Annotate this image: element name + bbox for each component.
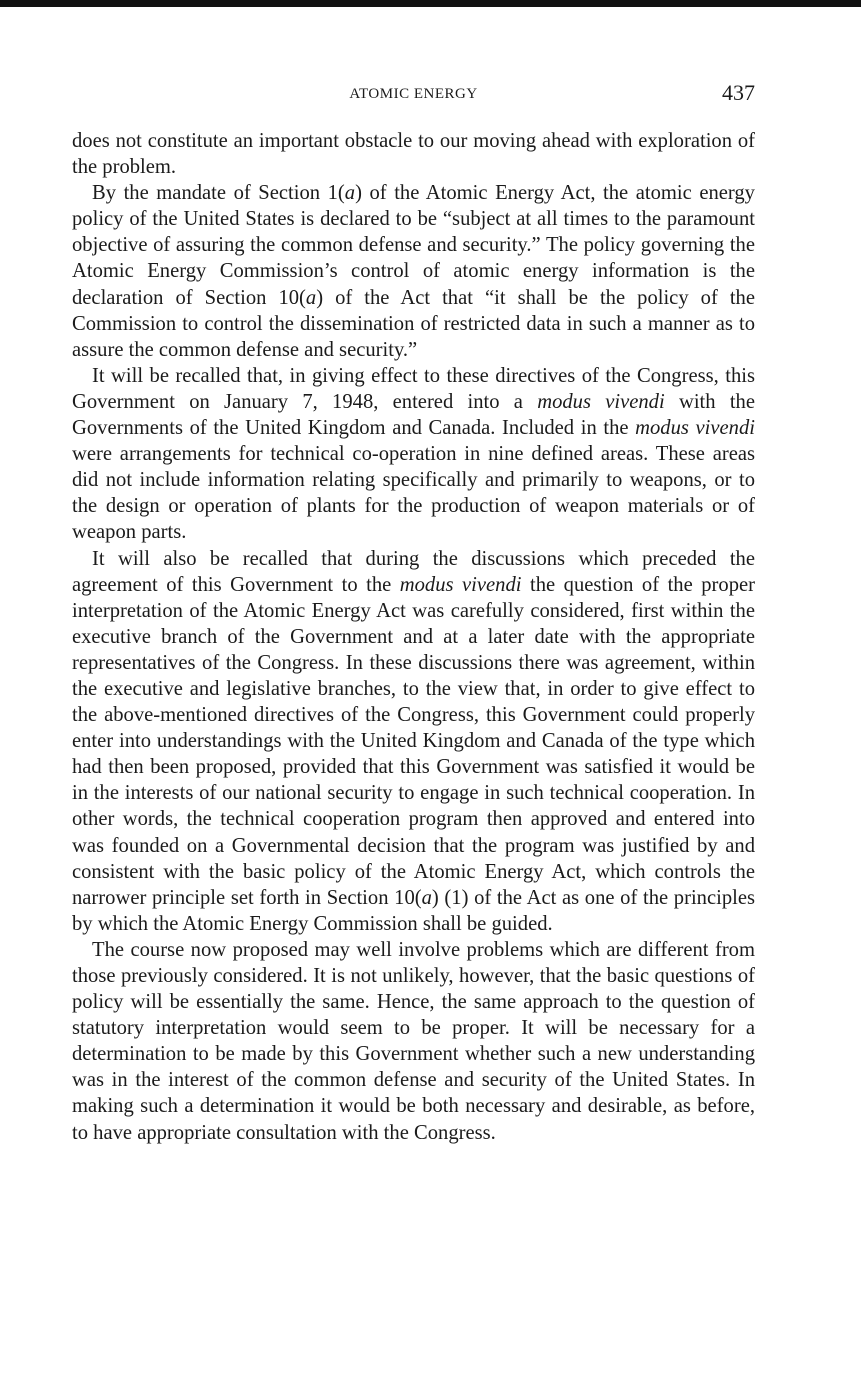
page-number: 437 bbox=[722, 80, 755, 105]
paragraph-2-italic: a bbox=[344, 182, 356, 205]
paragraph-1-text: does not constitute an important obstacle to our moving ahead with exploration of the problem. bbox=[72, 130, 755, 179]
body-text bbox=[72, 128, 755, 1146]
paragraph-5-text: The course now proposed may well involve problems which are different from those previously considered. It is not unlikely, however, that the basic questions of policy will be essentially the same. Hence, the same approach to the question of statutory interpretation would seem to be proper. It will be necessary for a determination to be made by this Government whether such a new understanding was in the interest of the common defense and security of the United States. In making such a determination it would be both necessary and desirable, as before, to have appropriate consultation with the Congress. bbox=[72, 938, 755, 1144]
paragraph-3-italic: modus vivendi bbox=[635, 417, 755, 440]
paragraph-2-text: By the mandate of Section 1( bbox=[92, 182, 345, 205]
paragraph-4-italic: a bbox=[421, 886, 432, 909]
paragraph-3-italic: modus vivendi bbox=[537, 390, 665, 413]
paragraph-4-text: the question of the proper interpretation of the Atomic Energy Act was carefully considered, first within the executive branch of the Government and at a later date with the appropriate representatives of the Congress. In these discussions there was agreement, within the executive and legislative branches, to the view that, in order to give effect to the above-mentioned directives of the Congress, this Government could properly enter into understandings with the United Kingdom and Canada of the type which had then been proposed, provided that this Government was satisfied it would be in the interests of our national security to engage in such technical cooperation. In other words, the technical cooperation program then approved and entered into was founded on a Governmental decision that the program was justified by and consistent with the basic policy of the Atomic Energy Act, which controls the narrower principle set forth in Section 10( bbox=[72, 573, 755, 909]
paragraph-3-text: with the Governments of the United Kingdom and Canada. Included in the bbox=[72, 390, 755, 440]
running-title: ATOMIC ENERGY bbox=[349, 86, 478, 102]
paragraph-2-text: ) of the Act that “it shall be the policy of the Commission to control the dissemination of restricted data in such a manner as to assure the common defense and security.” bbox=[72, 286, 755, 361]
paragraph-2-italic: a bbox=[305, 286, 317, 309]
paragraph-4-italic: modus vivendi bbox=[399, 573, 522, 596]
paragraph-3-text: It will be recalled that, in giving effect to these directives of the Congress, this Government on January 7, 1948, entered into a bbox=[72, 364, 755, 413]
paragraph-3-text: were arrangements for technical co-operation in nine defined areas. These areas did not include information relating specifically and primarily to weapons, or to the design or operation of plants for the production of weapon materials or of weapon parts. bbox=[72, 443, 755, 544]
paragraph-4 bbox=[72, 546, 755, 937]
page-header bbox=[72, 82, 755, 112]
paragraph-2 bbox=[72, 180, 755, 363]
paragraph-2-text: ) of the Atomic Energy Act, the atomic energy policy of the United States is declared to be “subject at all times to the paramount objective of assuring the common defense and security.” The policy governing the Atomic Energy Commission’s control of atomic energy information is the declaration of Section 10( bbox=[72, 182, 755, 309]
paragraph-4-text: It will also be recalled that during the discussions which preceded the agreement of this Government to the bbox=[72, 547, 755, 596]
paragraph-5 bbox=[72, 937, 755, 1146]
paragraph-3 bbox=[72, 363, 755, 546]
top-edge-rule bbox=[0, 0, 861, 7]
paragraph-1 bbox=[72, 128, 755, 180]
paragraph-4-text: ) (1) of the Act as one of the principles by which the Atomic Energy Commission shall be guided. bbox=[72, 886, 756, 935]
